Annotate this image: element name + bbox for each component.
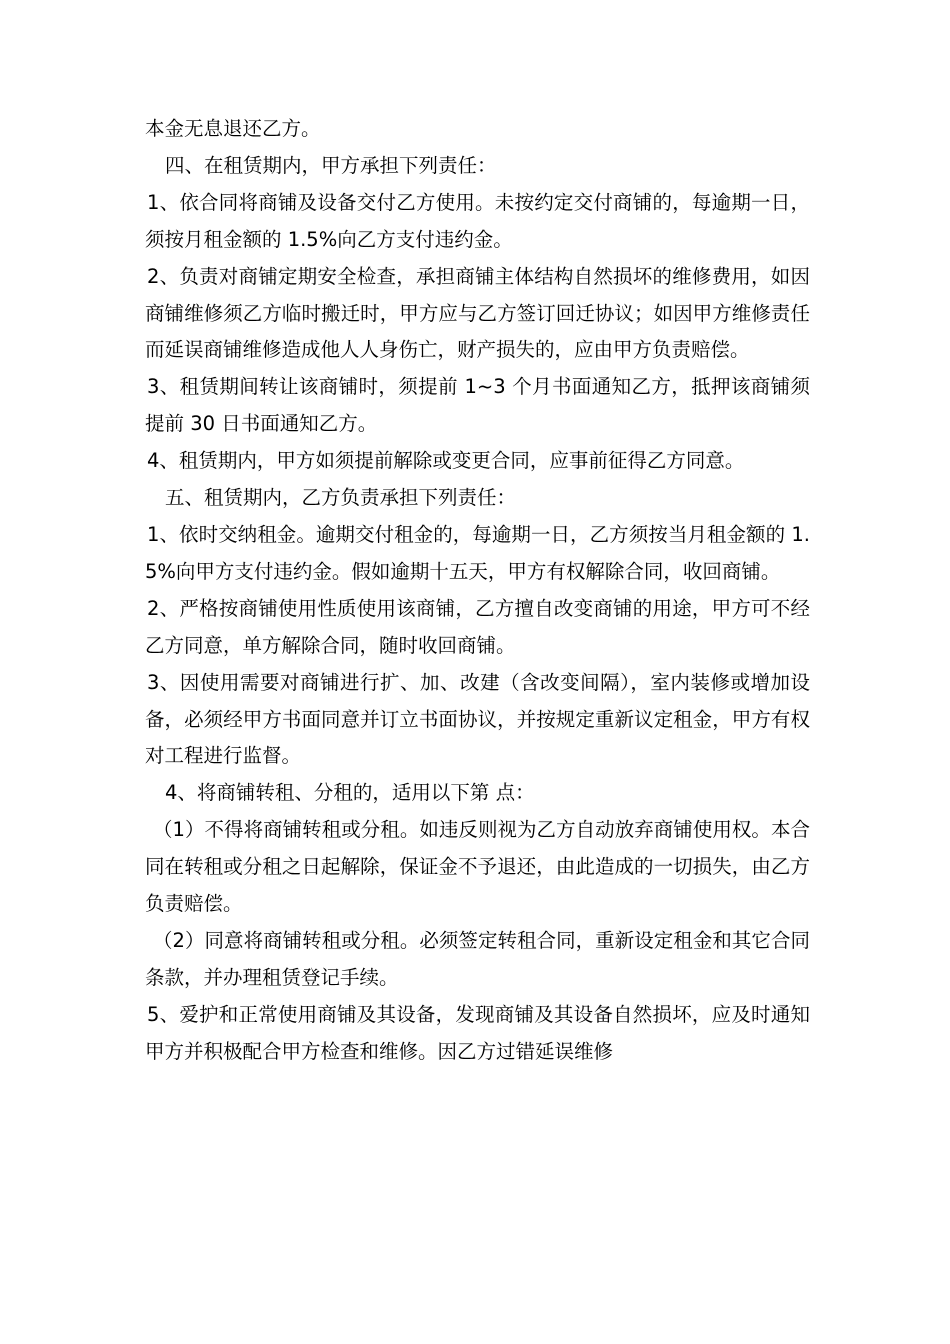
clause-4-4: 4、租赁期内，甲方如须提前解除或变更合同，应事前征得乙方同意。 [147,449,745,473]
paragraph-continuation: 本金无息退还乙方。 [145,117,321,140]
clause-5-5: 5、爱护和正常使用商铺及其设备，发现商铺及其设备自然损坏，应及时通知甲方并积极配合甲方检查和维修。因乙方过错延误维修 [145,1002,810,1063]
clause-5-2: 2、严格按商铺使用性质使用该商铺，乙方擅自改变商铺的用途，甲方可不经乙方同意，单方解除合同，随时收回商铺。 [145,596,810,657]
clause-5-3: 3、因使用需要对商铺进行扩、加、改建（含改变间隔），室内装修或增加设备，必须经甲方书面同意并订立书面协议，并按规定重新议定租金，甲方有权对工程进行监督。 [145,670,810,768]
section-heading-4: 四、在租赁期内，甲方承担下列责任： [165,153,497,177]
clause-4-3: 3、租赁期间转让该商铺时，须提前 1~3 个月书面通知乙方，抵押该商铺须提前 30 日书面通知乙方。 [145,375,810,436]
clause-4-2: 2、负责对商铺定期安全检查，承担商铺主体结构自然损坏的维修费用，如因商铺维修须乙方临时搬迁时，甲方应与乙方签订回迁协议；如因甲方维修责任而延误商铺维修造成他人人身伤亡，财产损失的，应由甲方负责赔偿。 [145,264,810,362]
clause-5-1: 1、依时交纳租金。逾期交付租金的，每逾期一日，乙方须按当月租金额的 1.5%向甲方支付违约金。假如逾期十五天，甲方有权解除合同，收回商铺。 [145,522,810,583]
subclause-5-4-2: （2）同意将商铺转租或分租。必须签定转租合同，重新设定租金和其它合同条款，并办理租赁登记手续。 [145,928,810,989]
clause-4-1: 1、依合同将商铺及设备交付乙方使用。未按约定交付商铺的，每逾期一日，须按月租金额的 1.5%向乙方支付违约金。 [145,190,810,251]
subclause-5-4-1: （1）不得将商铺转租或分租。如违反则视为乙方自动放弃商铺使用权。本合同在转租或分租之日起解除，保证金不予退还，由此造成的一切损失，由乙方负责赔偿。 [145,818,810,916]
section-heading-5: 五、租赁期内，乙方负责承担下列责任： [165,486,517,510]
document-body [145,111,810,1071]
clause-5-4: 4、将商铺转租、分租的，适用以下第 点： [165,781,535,805]
